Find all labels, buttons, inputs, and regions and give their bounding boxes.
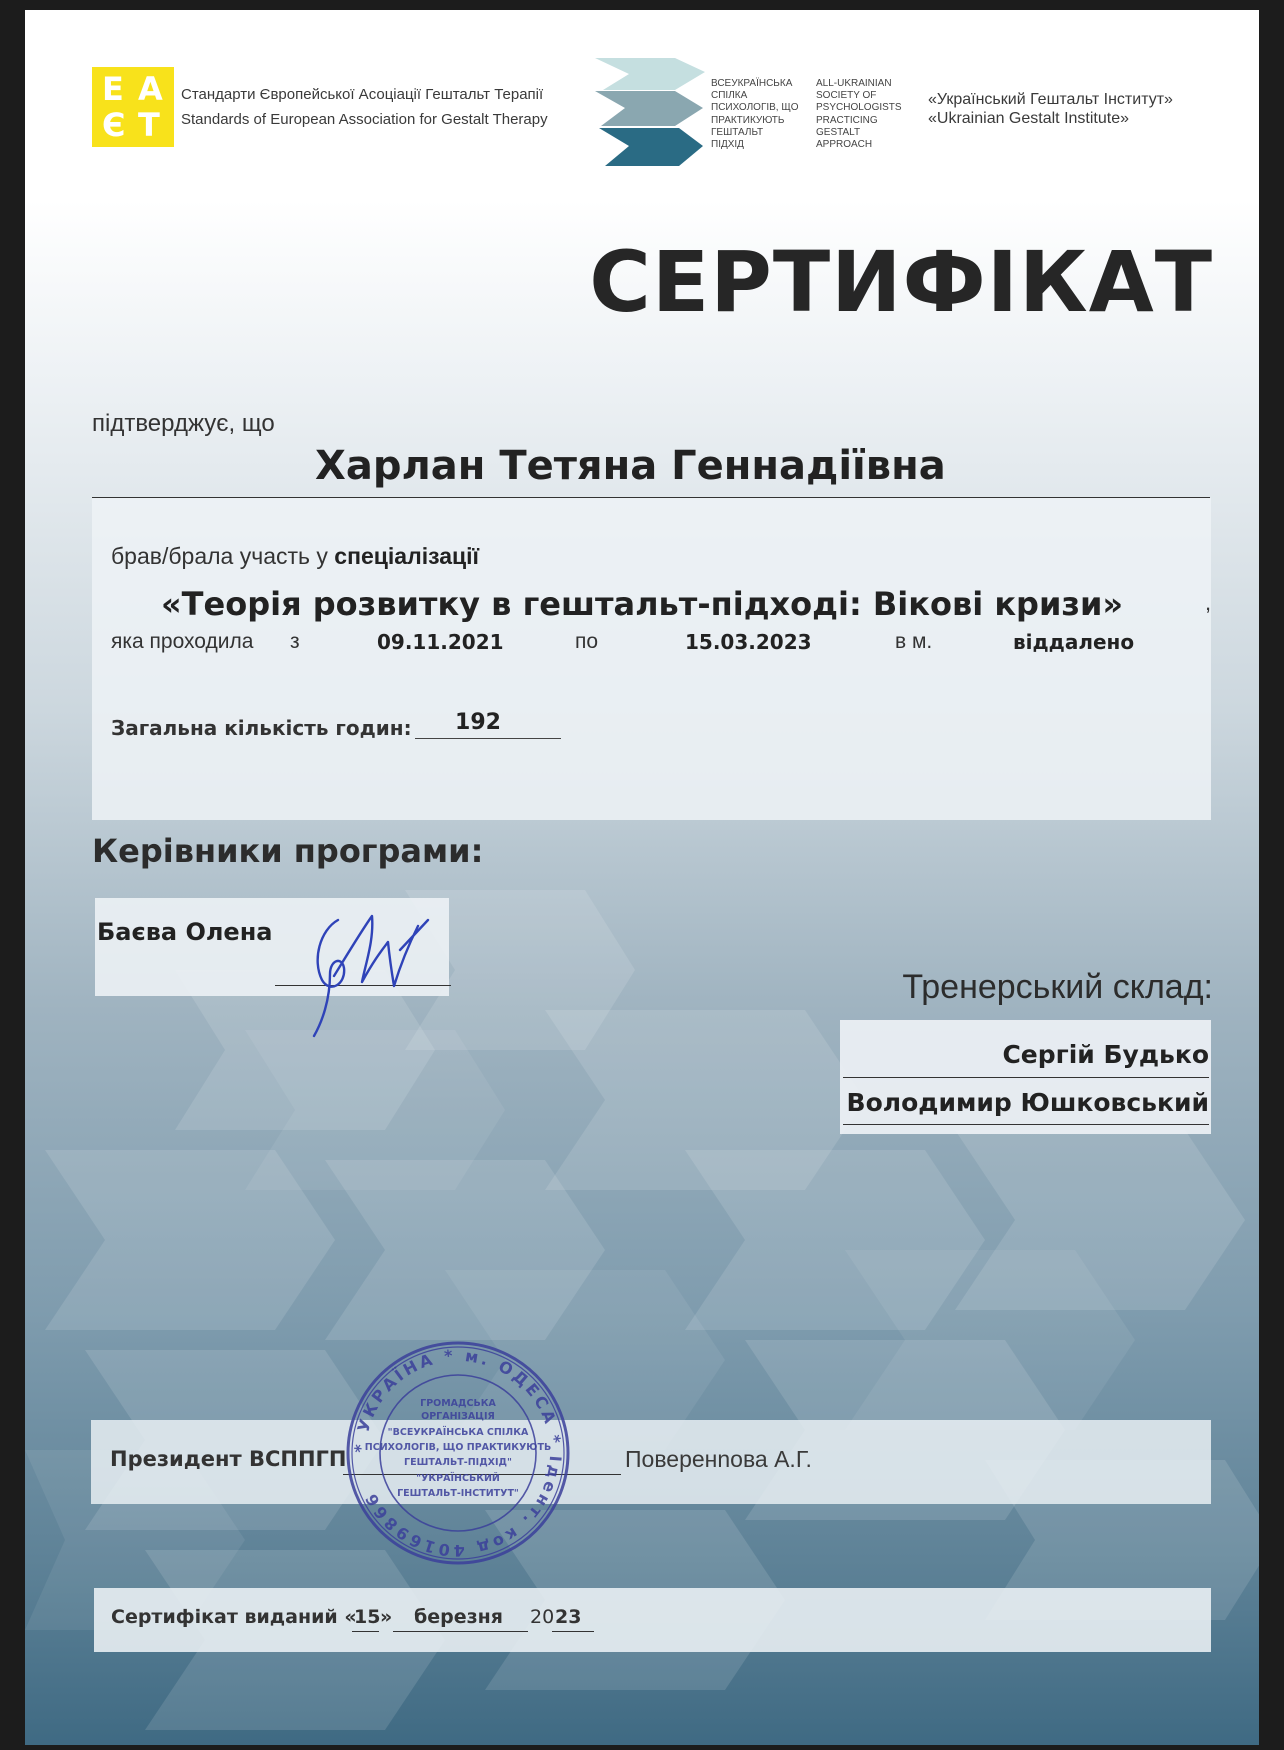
- hours-label: Загальна кількість годин:: [111, 716, 412, 740]
- association-en-line: APPROACH: [816, 139, 873, 151]
- official-stamp: [345, 1340, 571, 1566]
- program-comma: ,: [1205, 590, 1212, 615]
- stamp-outer-text: * УКРАЇНА * м. ОДЕСА * Ідент. код 40169866: [350, 1345, 566, 1561]
- president-label: Президент ВСППГП: [110, 1447, 347, 1471]
- issued-day: 15: [354, 1606, 381, 1628]
- association-en-line: ALL-UKRAINIAN: [816, 78, 892, 89]
- certificate-page: [25, 10, 1259, 1745]
- issued-day-underline: [352, 1631, 379, 1632]
- association-ua-line: ГЕШТАЛЬТ: [711, 126, 764, 138]
- association-en-line: SOCIETY OF: [816, 90, 877, 102]
- certificate-title: СЕРТИФІКАТ: [589, 233, 1213, 331]
- issued-year-suffix: 23: [555, 1606, 582, 1628]
- trainer-underline: [843, 1077, 1209, 1078]
- eaat-logo: [92, 67, 174, 147]
- hours-value: 192: [455, 710, 501, 735]
- institute-name: [928, 90, 1173, 128]
- participation-type: спеціалізації: [334, 543, 480, 569]
- city-value: віддалено: [1013, 630, 1135, 654]
- eaat-standards-text: [181, 82, 548, 132]
- confirms-text: підтверджує, що: [92, 410, 275, 437]
- stamp-inner-line: ГРОМАДСЬКА: [420, 1398, 496, 1409]
- issued-label: Сертифікат виданий «: [111, 1606, 357, 1628]
- held-label: яка проходила: [111, 630, 254, 653]
- date-to: 15.03.2023: [685, 630, 812, 654]
- trainer-name: Сергій Будько: [1002, 1040, 1209, 1069]
- date-from: 09.11.2021: [377, 630, 504, 654]
- stamp-inner-line: "УКРАЇНСЬКИЙ: [416, 1473, 500, 1484]
- handwritten-signature: [300, 890, 440, 1040]
- association-ua-line: ПСИХОЛОГІВ, ЩО: [711, 102, 799, 114]
- association-ua-line: ПІДХІД: [711, 139, 744, 151]
- association-en-line: GESTALT: [816, 126, 861, 138]
- participation-prefix: брав/брала участь у: [111, 543, 328, 569]
- association-name-en: [816, 78, 902, 151]
- hours-underline: [415, 738, 561, 739]
- program-title: «Теорія розвитку в гештальт-підході: Вікові кризи»: [161, 585, 1124, 623]
- trainers-heading: Тренерський склад:: [902, 968, 1213, 1006]
- eaat-standards-ua: Стандарти Європейської Асоціації Гештальт Терапії: [181, 86, 544, 103]
- president-name: Поверенnова А.Г.: [625, 1446, 812, 1472]
- eaat-logo-letter: А: [138, 70, 163, 108]
- to-label: по: [575, 630, 599, 653]
- institute-name-en: «Ukrainian Gestalt Institute»: [928, 110, 1129, 127]
- association-ua-line: ВСЕУКРАЇНСЬКА: [711, 78, 793, 89]
- leader-name: Баєва Олена: [97, 918, 273, 946]
- association-ua-line: СПІЛКА: [711, 90, 748, 102]
- issued-year-underline: [552, 1631, 594, 1632]
- chevron-stack-icon: [595, 58, 705, 176]
- association-en-line: PSYCHOLOGISTS: [816, 102, 902, 114]
- association-name-ua: [711, 78, 799, 151]
- stamp-inner-line: ПСИХОЛОГІВ, ЩО ПРАКТИКУЮТЬ: [364, 1442, 552, 1453]
- eaat-logo-letter: Е: [102, 70, 124, 108]
- trainer-underline: [843, 1124, 1209, 1125]
- recipient-name: Харлан Тетяна Геннадіївна: [315, 443, 946, 489]
- issued-month-underline: [393, 1631, 528, 1632]
- city-label: в м.: [895, 630, 933, 653]
- eaat-standards-en: Standards of European Association for Gestalt Therapy: [181, 111, 548, 128]
- issued-year-prefix: 20: [530, 1606, 555, 1628]
- institute-name-ua: «Український Гештальт Інститут»: [928, 91, 1173, 108]
- trainer-name: Володимир Юшковський: [846, 1088, 1209, 1117]
- from-label: з: [290, 630, 300, 653]
- issued-close-quote: »: [380, 1606, 393, 1628]
- issued-month: березня: [414, 1606, 504, 1628]
- leaders-heading: Керівники програми:: [92, 832, 484, 870]
- eaat-logo-letter: Т: [138, 106, 160, 144]
- eaat-logo-letter: Є: [102, 106, 126, 144]
- stamp-inner-line: ГЕШТАЛЬТ-ПІДХІД": [404, 1457, 512, 1468]
- stamp-inner-line: ОРГАНІЗАЦІЯ: [421, 1411, 495, 1422]
- stamp-inner-line: ГЕШТАЛЬТ-ІНСТИТУТ": [397, 1488, 519, 1499]
- association-ua-line: ПРАКТИКУЮТЬ: [711, 114, 785, 126]
- association-en-line: PRACTICING: [816, 114, 878, 126]
- stamp-inner-line: "ВСЕУКРАЇНСЬКА СПІЛКА: [387, 1427, 529, 1438]
- participation-text: [111, 543, 479, 570]
